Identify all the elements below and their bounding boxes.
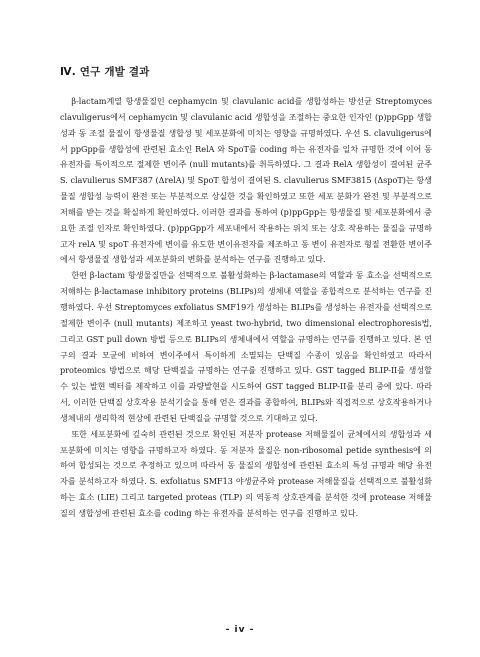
section-title: Ⅳ. 연구 개발 결과 [60, 66, 150, 78]
paragraph-2: 한편 β-lactam 항생물질만을 선택적으로 불활성화하는 β-lactamase의 역할과 동 효소을 선택적으로 저해하는 β-lactamase inhibitory proteins (BLIPs)의 생체내 역할을 종합적으로 분석하는 연구를 진행하였다. 우선 Streptomyces exfoliatus SMF19가 생성하는 BLIPs를 생성하는 유전자를 선택적으로 절제한 변이주 (null mutants) 제조하고 yeast two-hybrid, two dimensional electrophoresis법, 그리고 GST pull down 방법 등으로 BLIPs의 생체내에서 역할을 규명하는 연구를 진행하고 있다. 본 연구의 결과 모균에 비하여 변이주에서 특이하게 소멸되는 단백질 수종이 있음을 확인하였고 따라서 proteomics 방법으로 해당 단백질을 규명하는 연구를 진행하고 있다. GST tagged BLIP-II를 생성할 수 있는 발현 벡터를 제작하고 이를 과량발현을 시도하여 GST tagged BLIP-II를 분리 중에 있다. 따라서, 이러한 단백질 상호작용 분석기술을 통해 얻은 결과를 종합하여, BLIPs와 직접적으로 상호작용하거나 생체내의 생리학적 현상에 관련된 단백질을 규명할 것으로 기대하고 있다. [60, 270, 432, 423]
page-number: - iv - [225, 625, 255, 635]
body-text [60, 94, 432, 522]
paragraph-1: β-lactam계열 항생물질인 cephamycin 및 clavulanic acid를 생합성하는 방선균 Streptomyces clavuligerus에서 cephamycin 및 clavulanic acid 생합성을 조절하는 중요한 인자인 (p)ppGpp 생합성과 동 조절 물질이 항생물질 생합성 및 세포분화에 미치는 영향을 규명하였다. 우선 S. clavuligerus에서 ppGpp를 생합성에 관련된 효소인 RelA 와 SpoT를 coding 하는 유전자를 일차 규명한 것에 이어 동 유전자를 특이적으로 절제한 변이주 (null mutants)를 취득하였다. 그 결과 RelA 생합성이 결여된 균주 S. clavulierus SMF387 (ΔrelA) 및 SpoT 합성이 결여된 S. clavulierus SMF3815 (ΔspoT)는 항생물질 생합성 능력이 완전 또는 부분적으로 상실한 것을 확인하였고 또한 세포 분화가 완전 및 부분적으로 저해를 받는 것을 확실하게 확인하였다. 이러한 결과를 통하여 (p)ppGpp는 항생물질 및 세포분화에서 중요한 조절 인자로 확인하였다. (p)ppGpp가 세포내에서 작용하는 위치 또는 상호 작용하는 물질을 규명하고자 relA 및 spoT 유전자에 변이를 유도한 변이유전자를 제조하고 동 변이 유전자로 형질 전환한 변이주에서 항생물질 생합성과 세포분화의 변화를 분석하는 연구를 진행하고 있다. [60, 96, 432, 265]
paragraph-3: 또한 세포분화에 깊숙히 관련된 것으로 확인된 저분자 protease 저해물질이 균체에서의 생합성과 세포분화에 미치는 영향을 규명하고자 하였다. 동 저분자 물질은 non-ribosomal petide synthesis에 의하여 합성되는 것으로 추정하고 있으며 따라서 동 물질의 생합성에 관련된 효소의 특성 규명과 해당 유전자를 분석하고자 하였다. S. exfoliatus SMF13 야생균주와 protease 저해물질을 선택적으로 불활성화 하는 효소 (LIE) 그리고 targeted proteas (TLP) 의 역동적 상호관계를 분석한 것에 protease 저해물질의 생합성에 관련된 효소를 coding 하는 유전자를 분석하는 연구를 진행하고 있다. [60, 428, 432, 518]
